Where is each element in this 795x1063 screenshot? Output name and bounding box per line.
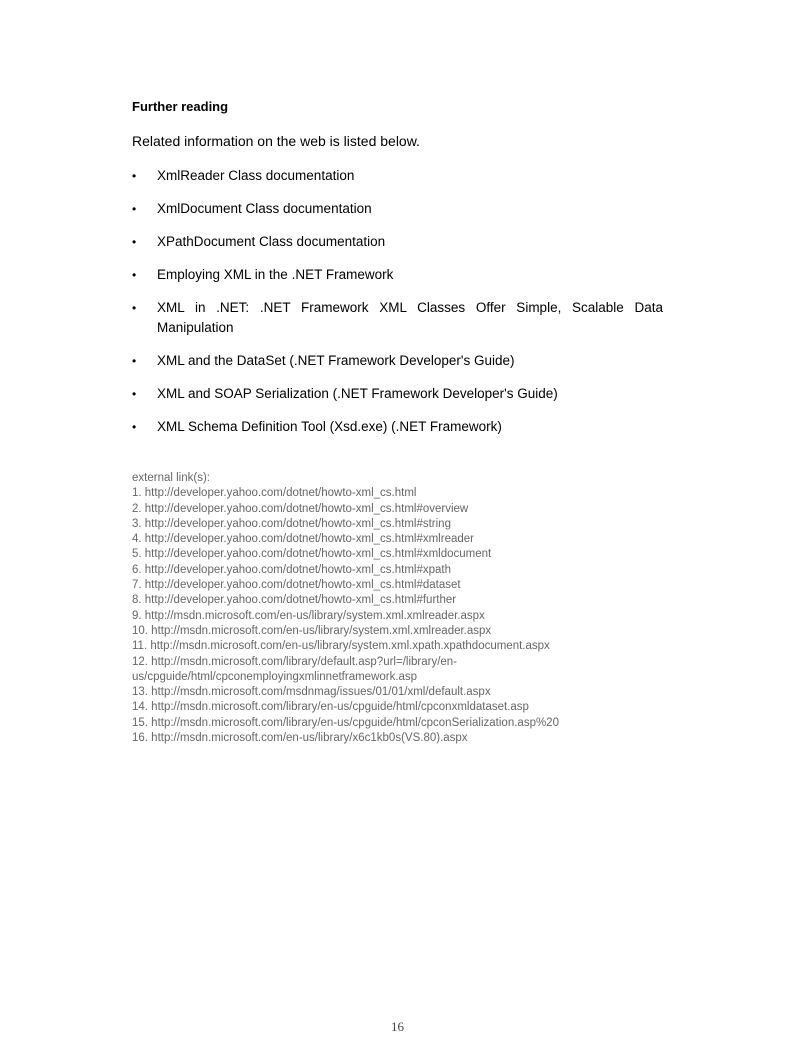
list-item[interactable] [132,199,663,219]
external-link[interactable]: 8. http://developer.yahoo.com/dotnet/howto-xml_cs.html#further [132,594,457,607]
external-link[interactable]: 11. http://msdn.microsoft.com/en-us/library/system.xml.xpath.xpathdocument.aspx [132,640,550,653]
section-intro: Related information on the web is listed below. [132,133,420,149]
list-item-text: XmlReader Class documentation [157,168,355,183]
external-link[interactable]: 16. http://msdn.microsoft.com/en-us/library/x6c1kb0s(VS.80).aspx [132,732,468,745]
list-item-text: XmlDocument Class documentation [157,201,372,216]
external-link[interactable]: 5. http://developer.yahoo.com/dotnet/howto-xml_cs.html#xmldocument [132,548,492,561]
list-item-text: XML Schema Definition Tool (Xsd.exe) (.NET Framework) [157,419,502,434]
bullet-dot-icon: • [132,301,137,315]
further-reading-section [132,98,663,450]
bullet-dot-icon: • [132,420,137,434]
list-item-text: XML and the DataSet (.NET Framework Developer's Guide) [157,353,515,368]
external-link[interactable]: 15. http://msdn.microsoft.com/library/en-us/cpguide/html/cpconSerialization.asp%20 [132,716,559,729]
external-link[interactable]: 10. http://msdn.microsoft.com/en-us/library/system.xml.xmlreader.aspx [132,624,492,637]
external-links-label: external link(s): [132,472,210,484]
list-item[interactable] [132,351,663,371]
external-link[interactable]: 6. http://developer.yahoo.com/dotnet/howto-xml_cs.html#xpath [132,563,451,576]
list-item-text: Employing XML in the .NET Framework [157,267,394,282]
external-link[interactable]: 4. http://developer.yahoo.com/dotnet/howto-xml_cs.html#xmlreader [132,533,474,546]
list-item[interactable] [132,166,663,186]
list-item-text: XML and SOAP Serialization (.NET Framework Developer's Guide) [157,386,558,401]
external-link[interactable]: 3. http://developer.yahoo.com/dotnet/howto-xml_cs.html#string [132,517,451,530]
external-link[interactable]: 2. http://developer.yahoo.com/dotnet/howto-xml_cs.html#overview [132,502,469,515]
list-item[interactable] [132,384,663,404]
list-item[interactable] [132,417,663,437]
bullet-dot-icon: • [132,354,137,368]
external-link[interactable]: 13. http://msdn.microsoft.com/msdnmag/issues/01/01/xml/default.aspx [132,686,491,699]
external-link[interactable]: 9. http://msdn.microsoft.com/en-us/library/system.xml.xmlreader.aspx [132,609,485,622]
external-link[interactable]: 12. http://msdn.microsoft.com/library/default.asp?url=/library/en- [132,655,458,668]
page-number: 16 [391,1019,404,1034]
list-item[interactable] [132,232,663,252]
bullet-dot-icon: • [132,268,137,282]
external-link[interactable]: 14. http://msdn.microsoft.com/library/en-us/cpguide/html/cpconxmldataset.asp [132,701,529,714]
section-heading: Further reading [132,99,229,114]
list-item[interactable] [132,298,663,338]
bullet-dot-icon: • [132,387,137,401]
bullet-dot-icon: • [132,169,137,183]
list-item-text: XPathDocument Class documentation [157,234,386,249]
external-link[interactable]: 7. http://developer.yahoo.com/dotnet/howto-xml_cs.html#dataset [132,579,461,592]
external-links [132,471,692,746]
bullet-dot-icon: • [132,202,137,216]
external-link[interactable]: 1. http://developer.yahoo.com/dotnet/howto-xml_cs.html [132,487,417,500]
list-item-text: XML in .NET: .NET Framework XML Classes Offer Simple, Scalable Data Manipulation [157,300,663,335]
reading-list [132,166,663,437]
bullet-dot-icon: • [132,235,137,249]
list-item[interactable] [132,265,663,285]
external-link-continuation[interactable]: us/cpguide/html/cpconemployingxmlinnetframework.asp [132,670,418,683]
